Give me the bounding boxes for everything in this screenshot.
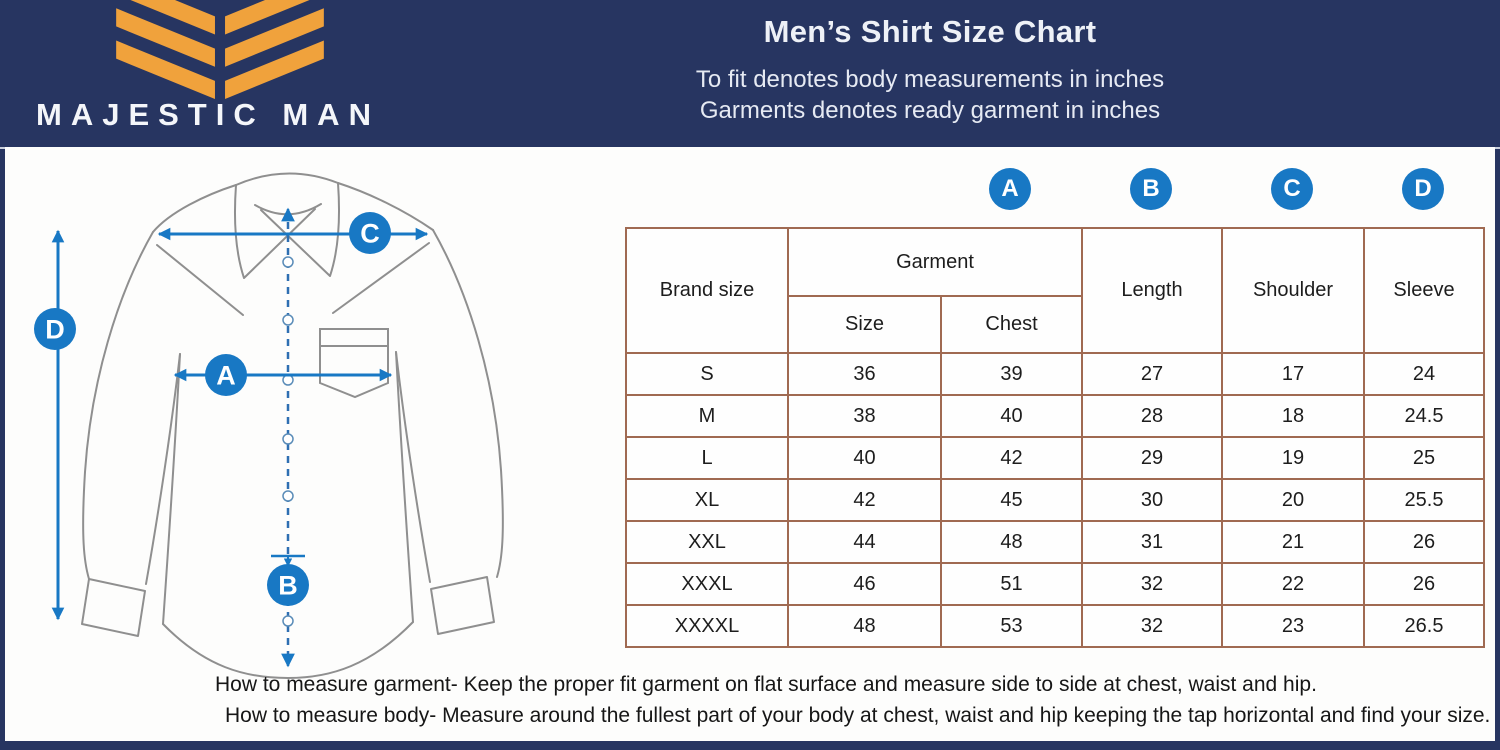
cell-brand-size: XXL [626,521,788,563]
cell-size: 36 [788,353,941,395]
table-row [626,395,1484,437]
cell-sleeve: 24 [1364,353,1484,395]
body-right-side [396,352,413,622]
cell-length: 31 [1082,521,1222,563]
cell-size: 48 [788,605,941,647]
right-sleeve-inner [396,352,430,582]
cell-chest: 42 [941,437,1082,479]
cell-brand-size: L [626,437,788,479]
content-area [5,147,1495,741]
cell-brand-size: XXXXL [626,605,788,647]
instruction-measure-garment: How to measure garment- Keep the proper fit garment on flat surface and measure side to side at chest, waist and hip. [215,673,1317,696]
marker-letter-d: D [45,314,65,345]
instruction-measure-body: How to measure body- Measure around the fullest part of your body at chest, waist and hip keeping the tap horizontal and find your size. [225,704,1491,727]
column-marker-c: C [1271,168,1313,210]
column-marker-a: A [989,168,1031,210]
cell-chest: 48 [941,521,1082,563]
table-header-row-1 [626,228,1484,296]
cell-sleeve: 25.5 [1364,479,1484,521]
right-yoke-seam [333,243,429,313]
column-marker-b: B [1130,168,1172,210]
left-sleeve-inner [146,354,180,584]
header-shoulder: Shoulder [1222,228,1364,353]
cell-shoulder: 19 [1222,437,1364,479]
cell-size: 38 [788,395,941,437]
measurement-arrows [58,231,427,619]
chest-pocket [320,329,388,397]
marker-letter-c: C [360,218,380,249]
left-yoke-seam [157,245,243,315]
header-size: Size [788,296,941,353]
header-title-block [530,14,1330,126]
shirt-measurement-diagram [5,147,605,717]
cell-sleeve: 25 [1364,437,1484,479]
cell-length: 27 [1082,353,1222,395]
table-row [626,563,1484,605]
marker-letter-b: B [278,570,298,601]
cell-brand-size: XL [626,479,788,521]
cell-length: 32 [1082,563,1222,605]
cell-chest: 45 [941,479,1082,521]
header-brand-size: Brand size [626,228,788,353]
marker-circle-b [267,564,309,606]
right-cuff [431,577,494,634]
cell-chest: 40 [941,395,1082,437]
cell-length: 32 [1082,605,1222,647]
marker-circle-c [349,212,391,254]
cell-brand-size: XXXL [626,563,788,605]
cell-sleeve: 26.5 [1364,605,1484,647]
diagram-marker-circles [34,212,391,606]
subtitle-line-1: To fit denotes body measurements in inches [695,66,1165,93]
cell-length: 28 [1082,395,1222,437]
brand-logo-chevron-icon [114,0,326,99]
brand-name: MAJESTIC MAN [36,97,380,132]
left-cuff [82,579,145,636]
cell-shoulder: 21 [1222,521,1364,563]
table-row [626,605,1484,647]
cell-length: 29 [1082,437,1222,479]
cell-size: 40 [788,437,941,479]
cell-chest: 51 [941,563,1082,605]
table-row [626,437,1484,479]
collar-left-flap [235,185,315,278]
cell-brand-size: S [626,353,788,395]
header-chest: Chest [941,296,1082,353]
column-marker-d: D [1402,168,1444,210]
cell-size: 44 [788,521,941,563]
cell-size: 42 [788,479,941,521]
table-row [626,353,1484,395]
marker-circle-d [34,308,76,350]
body-left-side [163,354,180,624]
cell-chest: 53 [941,605,1082,647]
cell-shoulder: 18 [1222,395,1364,437]
page-header [0,0,1500,149]
cell-sleeve: 24.5 [1364,395,1484,437]
header-sleeve: Sleeve [1364,228,1484,353]
marker-circle-a [205,354,247,396]
left-sleeve-outer [83,232,153,579]
marker-letter-a: A [216,360,236,391]
cell-length: 30 [1082,479,1222,521]
page-title: Men’s Shirt Size Chart [763,14,1097,49]
header-length: Length [1082,228,1222,353]
header-garment: Garment [788,228,1082,296]
cell-brand-size: M [626,395,788,437]
size-chart-table [625,227,1485,648]
cell-shoulder: 17 [1222,353,1364,395]
left-shoulder [153,185,236,232]
table-row [626,521,1484,563]
collar-right-flap [261,183,339,276]
cell-sleeve: 26 [1364,563,1484,605]
cell-size: 46 [788,563,941,605]
cell-shoulder: 22 [1222,563,1364,605]
cell-chest: 39 [941,353,1082,395]
right-sleeve-outer [433,230,503,577]
cell-shoulder: 20 [1222,479,1364,521]
collar-top [236,173,338,185]
cell-sleeve: 26 [1364,521,1484,563]
cell-shoulder: 23 [1222,605,1364,647]
table-row [626,479,1484,521]
subtitle-line-2: Garments denotes ready garment in inches [699,97,1161,124]
